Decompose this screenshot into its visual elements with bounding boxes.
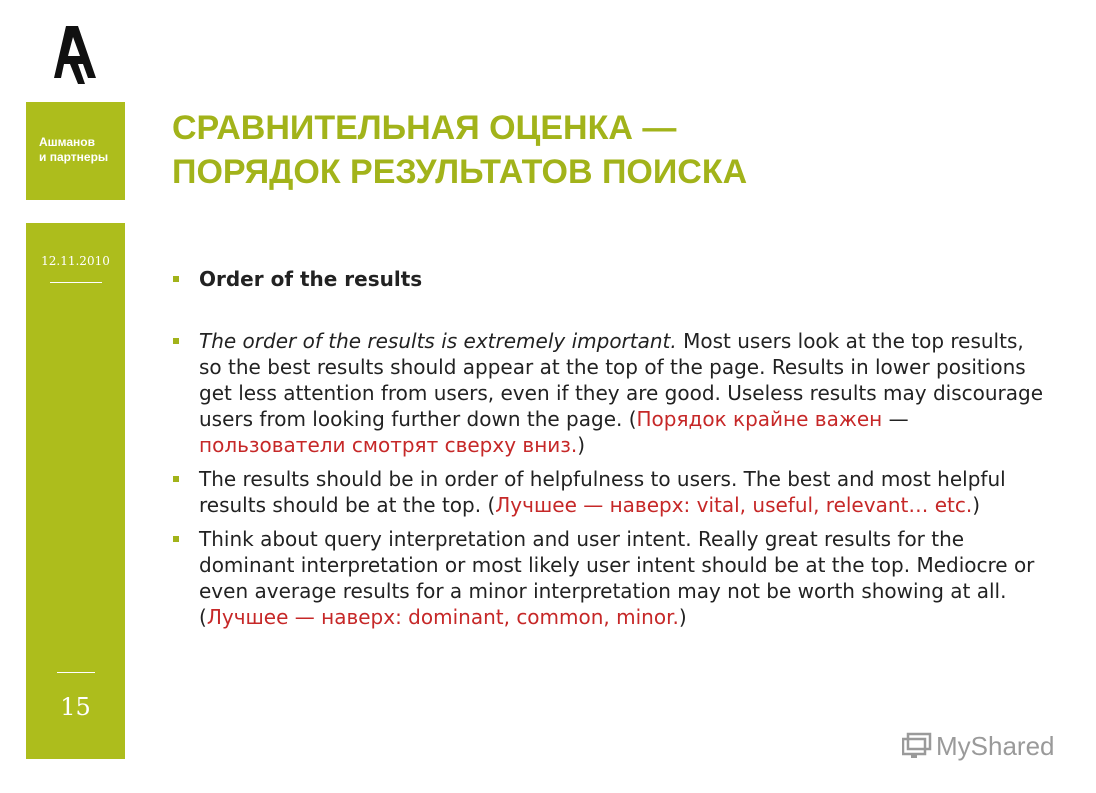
- bullet-text: The results should be in order of helpfulness to users. The best and most helpful results should be at the top. (: [199, 467, 1006, 517]
- myshared-logo-icon: [902, 732, 932, 760]
- sidebar-strip: [26, 223, 125, 759]
- bullet-text: Think about query interpretation and user intent. Really great results for the dominant interpretation or most likely user intent should be at the top. Mediocre or even average results for a minor interpretation may not be worth showing at all. (: [199, 527, 1035, 629]
- bullet-item-order-importance: [172, 328, 1052, 458]
- russian-note: Лучшее — наверх: dominant, common, minor.: [206, 605, 679, 629]
- bullet-item-query-intent: [172, 526, 1052, 630]
- bullet-emphasis: The order of the results is extremely important.: [199, 329, 677, 353]
- watermark-text: MyShared: [936, 730, 1055, 761]
- russian-note: пользователи смотрят сверху вниз.: [199, 433, 578, 457]
- bullet-square-icon: [173, 536, 179, 542]
- bullet-text: Most users look at the top results, so the best results should appear at the top of the page. Results in lower positions get less attention from users, even if they are good. Useless results may discourage users from looking further down the page. (: [199, 329, 1044, 431]
- page-number-divider: [57, 672, 95, 673]
- slide-title-line-2: ПОРЯДОК РЕЗУЛЬТАТОВ ПОИСКА: [172, 153, 748, 191]
- company-name-box: [26, 102, 125, 200]
- page-number: 15: [60, 693, 91, 721]
- russian-note: Лучшее — наверх: vital, useful, relevant… etc.: [495, 493, 973, 517]
- slide-date: 12.11.2010: [41, 254, 110, 268]
- russian-note: Порядок крайне важен: [636, 407, 883, 431]
- company-name: Ашманов и партнеры: [39, 135, 109, 164]
- bullet-square-icon: [173, 276, 179, 282]
- note-close-paren: ): [678, 605, 687, 629]
- note-close-paren: ): [577, 433, 586, 457]
- company-logo-icon: [52, 24, 98, 86]
- bullet-heading-text: Order of the results: [199, 267, 423, 291]
- bullet-square-icon: [173, 476, 179, 482]
- bullet-square-icon: [173, 338, 179, 344]
- myshared-watermark: [902, 730, 1055, 762]
- slide-title-line-1: СРАВНИТЕЛЬНАЯ ОЦЕНКА —: [172, 109, 677, 147]
- bullet-heading: [172, 266, 1052, 292]
- date-divider: [50, 282, 102, 283]
- slide-content: [172, 266, 1052, 630]
- slide-title: [172, 106, 747, 194]
- note-dash: —: [882, 407, 909, 431]
- bullet-item-helpfulness: [172, 466, 1052, 518]
- note-close-paren: ): [972, 493, 981, 517]
